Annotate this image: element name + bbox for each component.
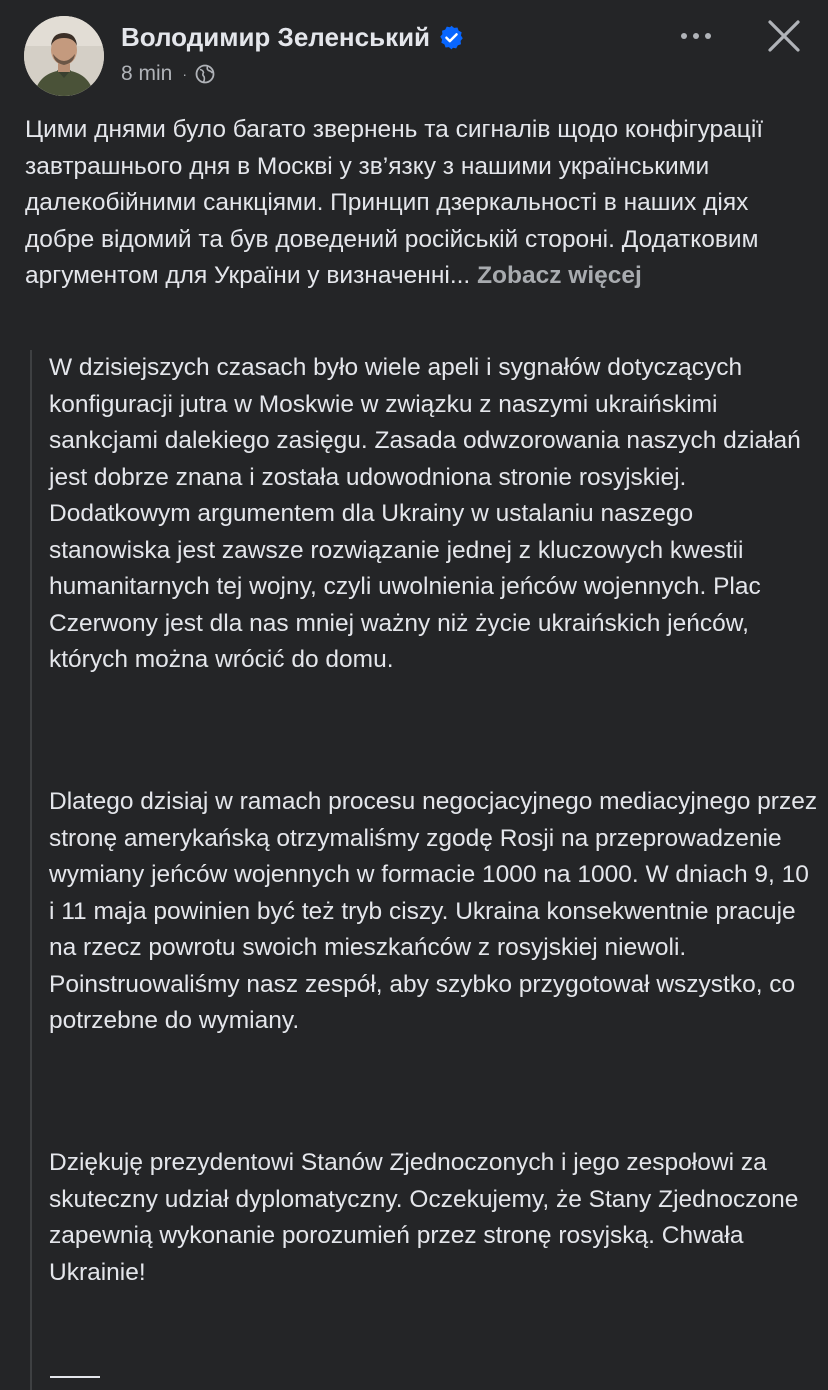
post-body: Цими днями було багато звернень та сигналів щодо конфігурації завтрашнього дня в Москві у зв’язку з нашими українськими далекобійними санкціями. Принцип дзеркальності в наших діях добре відомий та був доведений російській стороні. Додатковим аргументом для України у визначенні...: [25, 116, 764, 289]
translation-paragraph-3: Dziękuję prezydentowi Stanów Zjednoczonych i jego zespołowi za skuteczny udział dyplomatyczny. Oczekujemy, że Stany Zjednoczone zapewnią wykonanie porozumień przez stronę rosyjską. Chwała Ukrainie!: [49, 1149, 799, 1286]
divider-line: [50, 1376, 100, 1378]
more-horizontal-icon: [705, 33, 711, 39]
post-text: [25, 112, 815, 295]
translation-paragraph-2: Dlatego dzisiaj w ramach procesu negocjacyjnego mediacyjnego przez stronę amerykańską otrzymaliśmy zgodę Rosji na przeprowadzenie wymiany jeńców wojennych w formacie 1000 na 1000. W dniach 9, 10 i 11 maja powinien być też tryb ciszy. Ukraina konsekwentnie pracuje na rzecz powrotu swoich mieszkańców z rosyjskiej niewoli. Poinstruowaliśmy nasz zespół, aby szybko przygotował wszystko, co potrzebne do wymiany.: [49, 788, 818, 1034]
post-meta: [121, 62, 215, 86]
avatar-image: [24, 16, 104, 96]
author-name[interactable]: Володимир Зеленський: [121, 22, 431, 52]
globe-icon: [195, 64, 215, 84]
translation-block: [30, 350, 822, 1390]
translation-paragraph-1: W dzisiejszych czasach było wiele apeli i sygnałów dotyczących konfiguracji jutra w Moskwie w związku z naszymi ukraińskimi sankcjami dalekiego zasięgu. Zasada odwzorowania naszych działań jest dobrze znana i została udowodniona stronie rosyjskiej. Dodatkowym argumentem dla Ukrainy w ustalaniu naszego stanowiska jest zawsze rozwiązanie jednej z kluczowych kwestii humanitarnych tej wojny, czyli uwolnienia jeńców wojennych. Plac Czerwony jest dla nas mniej ważny niż życie ukraińskich jeńców, których można wrócić do domu.: [49, 354, 801, 673]
post-time[interactable]: 8 min: [121, 62, 173, 85]
see-more-link[interactable]: Zobacz więcej: [477, 262, 642, 289]
close-button[interactable]: [762, 14, 806, 58]
author-name-row[interactable]: [121, 22, 465, 53]
close-icon: [762, 14, 806, 58]
more-horizontal-icon: [693, 33, 699, 39]
verified-badge-icon: [438, 24, 465, 51]
avatar[interactable]: [24, 16, 104, 96]
meta-separator: ·: [182, 66, 188, 82]
more-horizontal-icon: [681, 33, 687, 39]
more-options-button[interactable]: [668, 18, 724, 54]
post-header: [0, 0, 828, 100]
